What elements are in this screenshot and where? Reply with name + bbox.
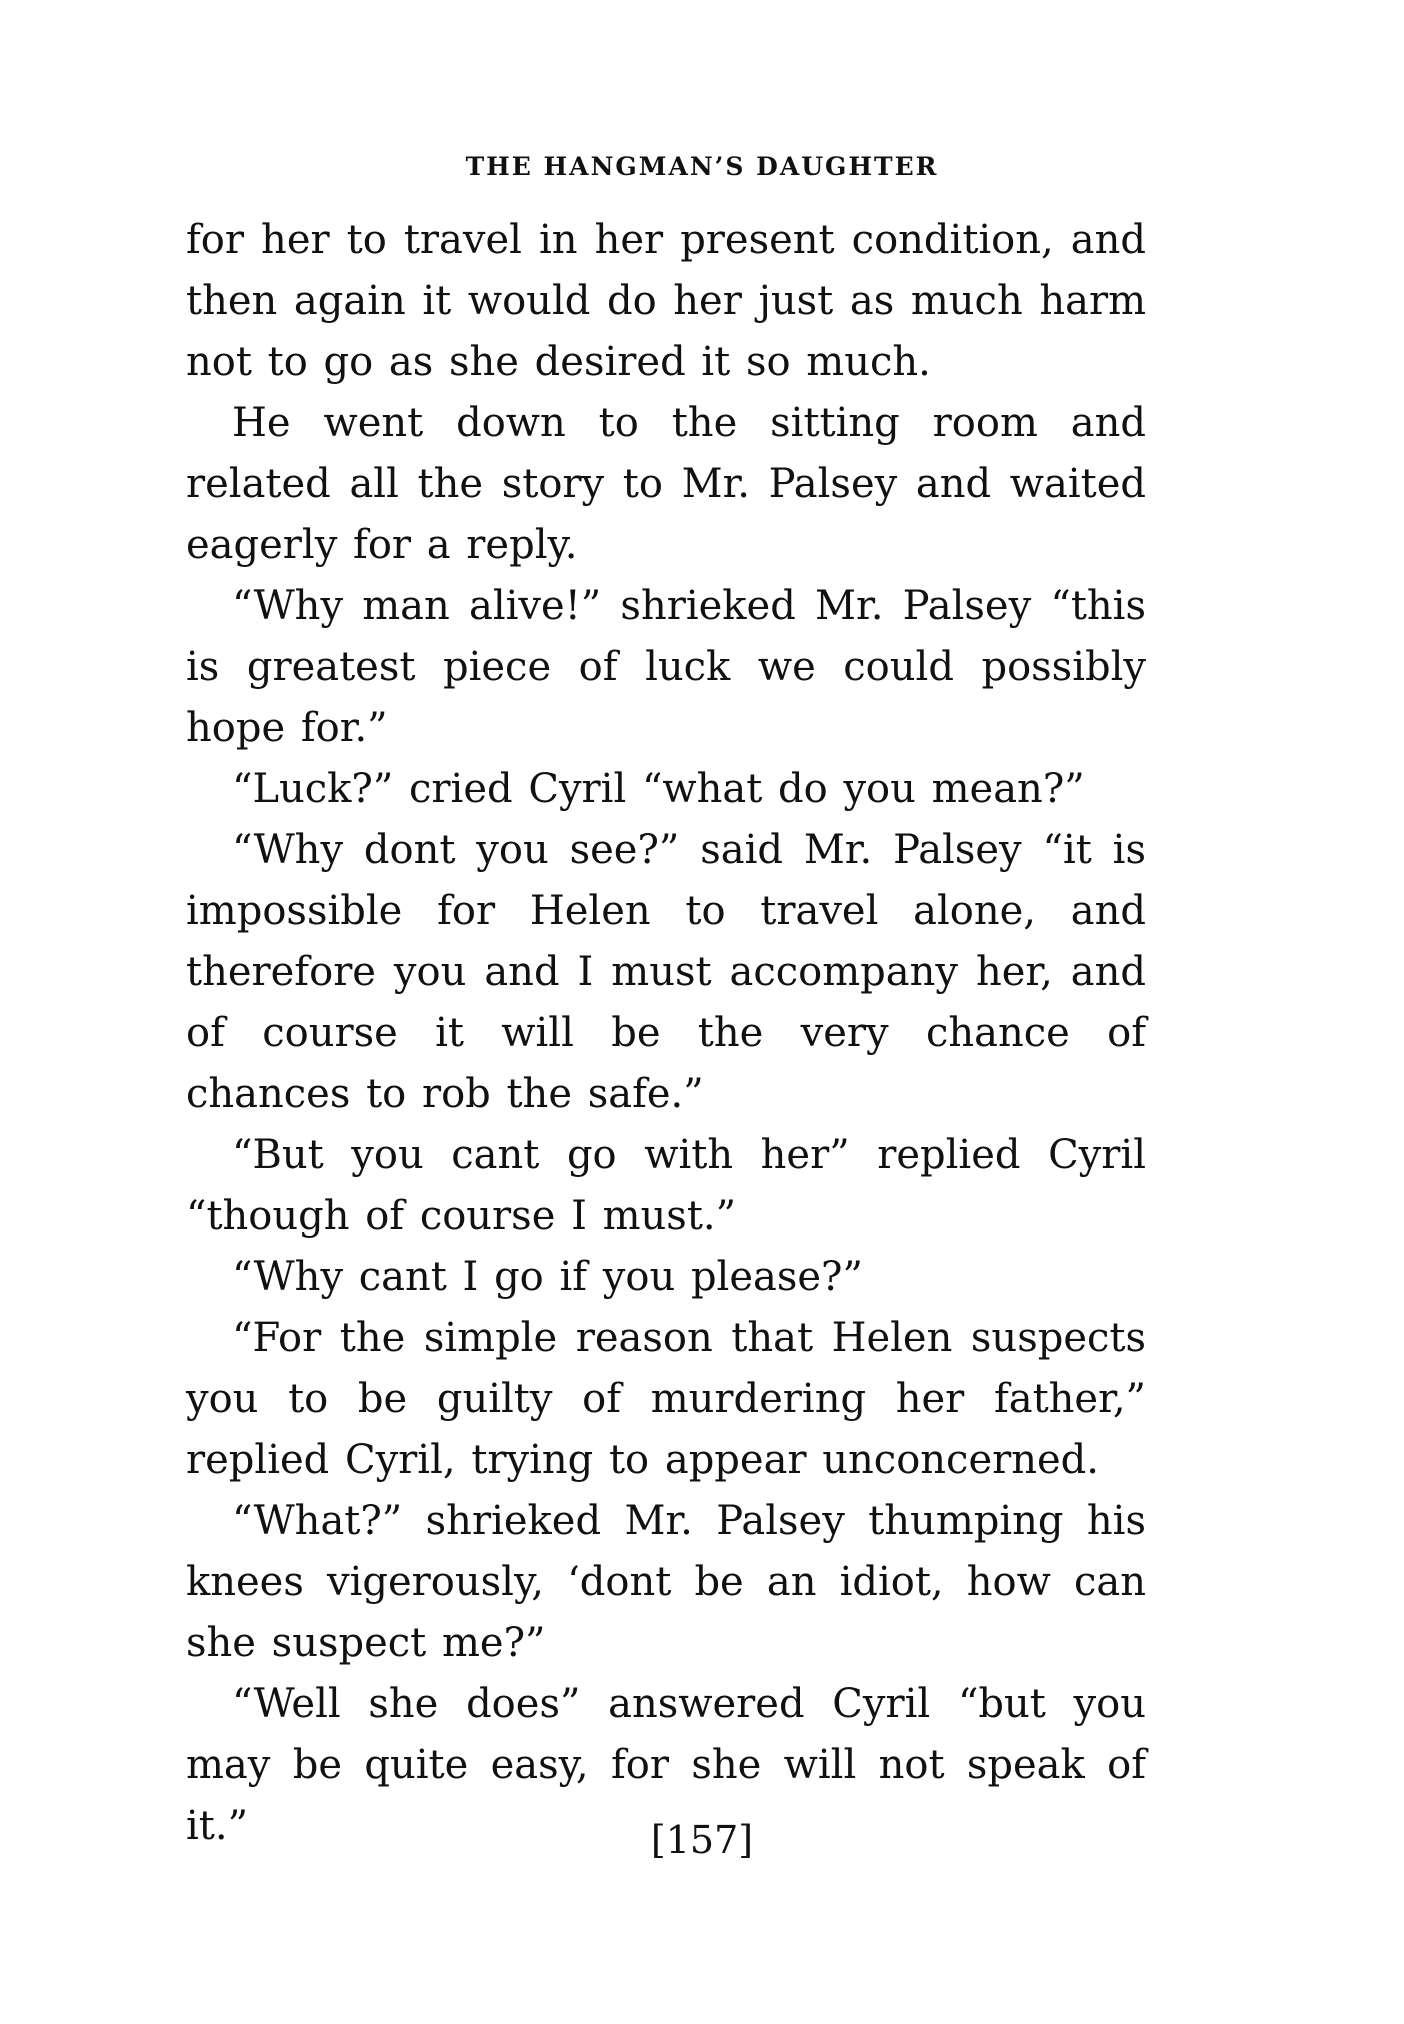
paragraph: “But you cant go with her” replied Cyril “though of course I must.” — [186, 1132, 1146, 1239]
paragraph: “Why man alive!” shrieked Mr. Palsey “this is greatest piece of luck we could possibly hope for.” — [186, 583, 1146, 751]
paragraph: “Well she does” answered Cyril “but you may be quite easy, for she will not speak of it.” — [186, 1681, 1146, 1849]
paragraph: He went down to the sitting room and related all the story to Mr. Palsey and waited eagerly for a reply. — [186, 400, 1146, 568]
paragraph: “What?” shrieked Mr. Palsey thumping his knees vigerously, ‘dont be an idiot, how can she suspect me?” — [186, 1498, 1146, 1666]
running-title: THE HANGMAN’S DAUGHTER — [465, 152, 939, 181]
paragraph: “Why cant I go if you please?” — [232, 1254, 863, 1300]
paragraph: “For the simple reason that Helen suspects you to be guilty of murdering her father,” replied Cyril, trying to appear unconcerned. — [186, 1315, 1146, 1483]
paragraph: for her to travel in her present condition, and then again it would do her just as much harm not to go as she desired it so much. — [186, 217, 1146, 385]
paragraph: “Luck?” cried Cyril “what do you mean?” — [232, 766, 1085, 812]
paragraph: “Why dont you see?” said Mr. Palsey “it is impossible for Helen to travel alone, and therefore you and I must accompany her, and of course it will be the very chance of chances to rob the safe.” — [186, 827, 1146, 1117]
page-number: [157] — [650, 1818, 754, 1862]
body-text — [186, 210, 1146, 1857]
